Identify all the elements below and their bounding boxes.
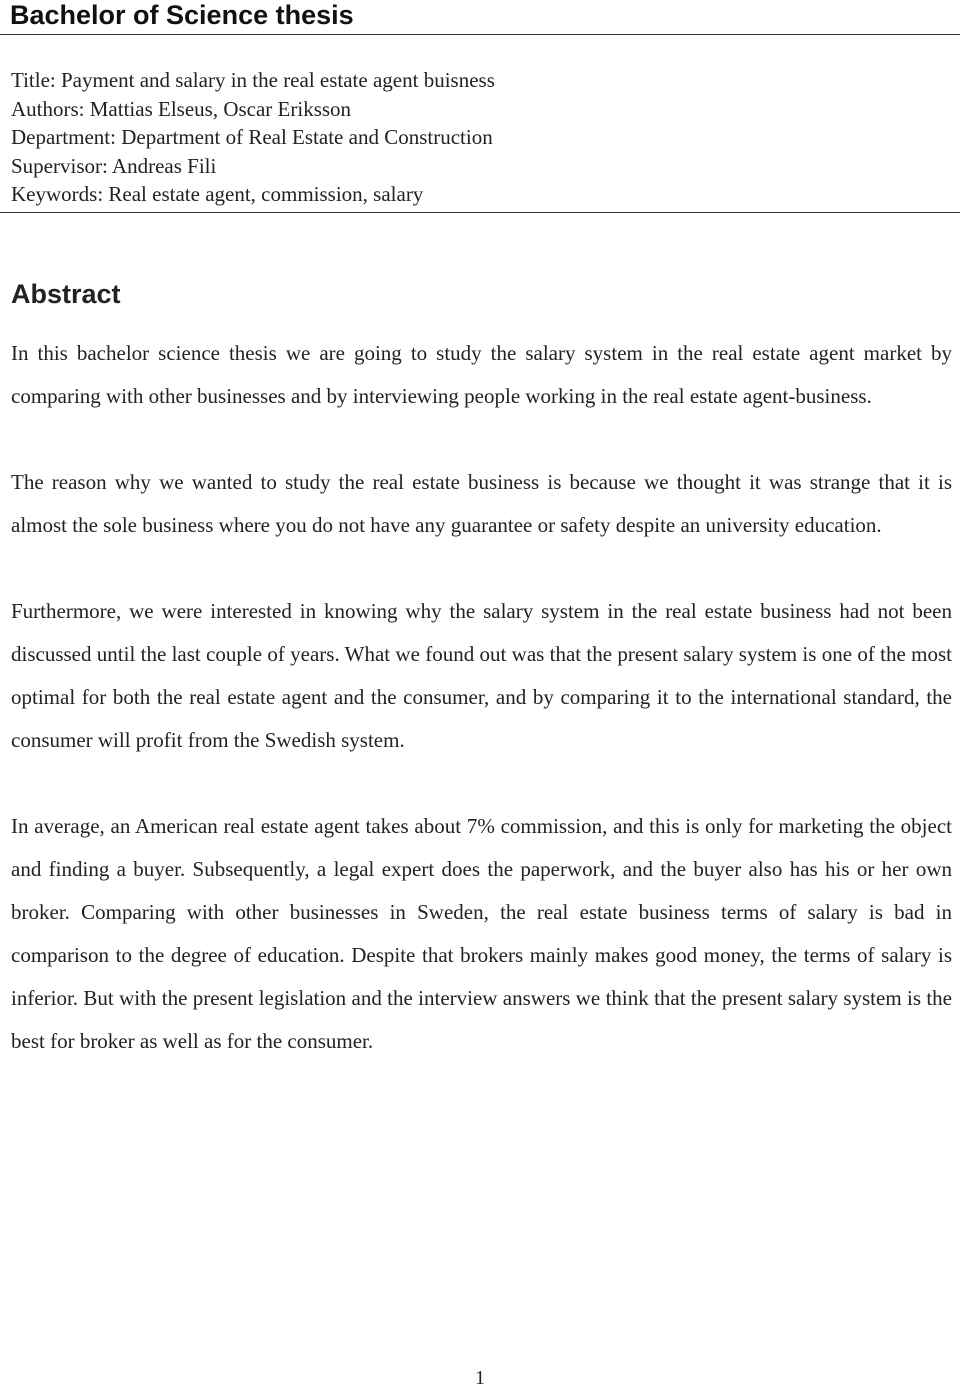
abstract-paragraph-1: In this bachelor science thesis we are going to study the salary system in the real estate agent market by comparing with other businesses and by interviewing people working in the real estate agent-business. xyxy=(11,341,952,408)
page-number: 1 xyxy=(475,1367,485,1389)
metadata-divider xyxy=(0,212,960,213)
abstract-paragraph-4: In average, an American real estate agent takes about 7% commission, and this is only for marketing the object and finding a buyer. Subsequently, a legal expert does the paperwork, and the buyer also has his or her own broker. Comparing with other businesses in Sweden, the real estate business terms of salary is bad in comparison to the degree of education. Despite that brokers mainly makes good money, the terms of salary is inferior. But with the present legislation and the interview answers we think that the present salary system is the best for broker as well as for the consumer. xyxy=(11,814,952,1053)
metadata-authors: Authors: Mattias Elseus, Oscar Eriksson xyxy=(11,96,352,121)
abstract-body xyxy=(11,332,952,1106)
abstract-paragraph-2: The reason why we wanted to study the real estate business is because we thought it was strange that it is almost the sole business where you do not have any guarantee or safety despite an university education. xyxy=(11,470,952,537)
abstract-paragraph-3: Furthermore, we were interested in knowing why the salary system in the real estate business had not been discussed until the last couple of years. What we found out was that the present salary system is one of the most optimal for both the real estate agent and the consumer, and by comparing it to the international standard, the consumer will profit from the Swedish system. xyxy=(11,599,952,752)
header-divider xyxy=(0,34,960,35)
metadata-department: Department: Department of Real Estate and Construction xyxy=(11,125,493,149)
abstract-heading: Abstract xyxy=(11,279,121,309)
metadata-title: Title: Payment and salary in the real estate agent buisness xyxy=(11,68,495,92)
thesis-metadata xyxy=(11,66,951,209)
metadata-keywords: Keywords: Real estate agent, commission, salary xyxy=(11,182,424,206)
page-title: Bachelor of Science thesis xyxy=(10,0,354,30)
metadata-supervisor: Supervisor: Andreas Fili xyxy=(11,153,217,178)
